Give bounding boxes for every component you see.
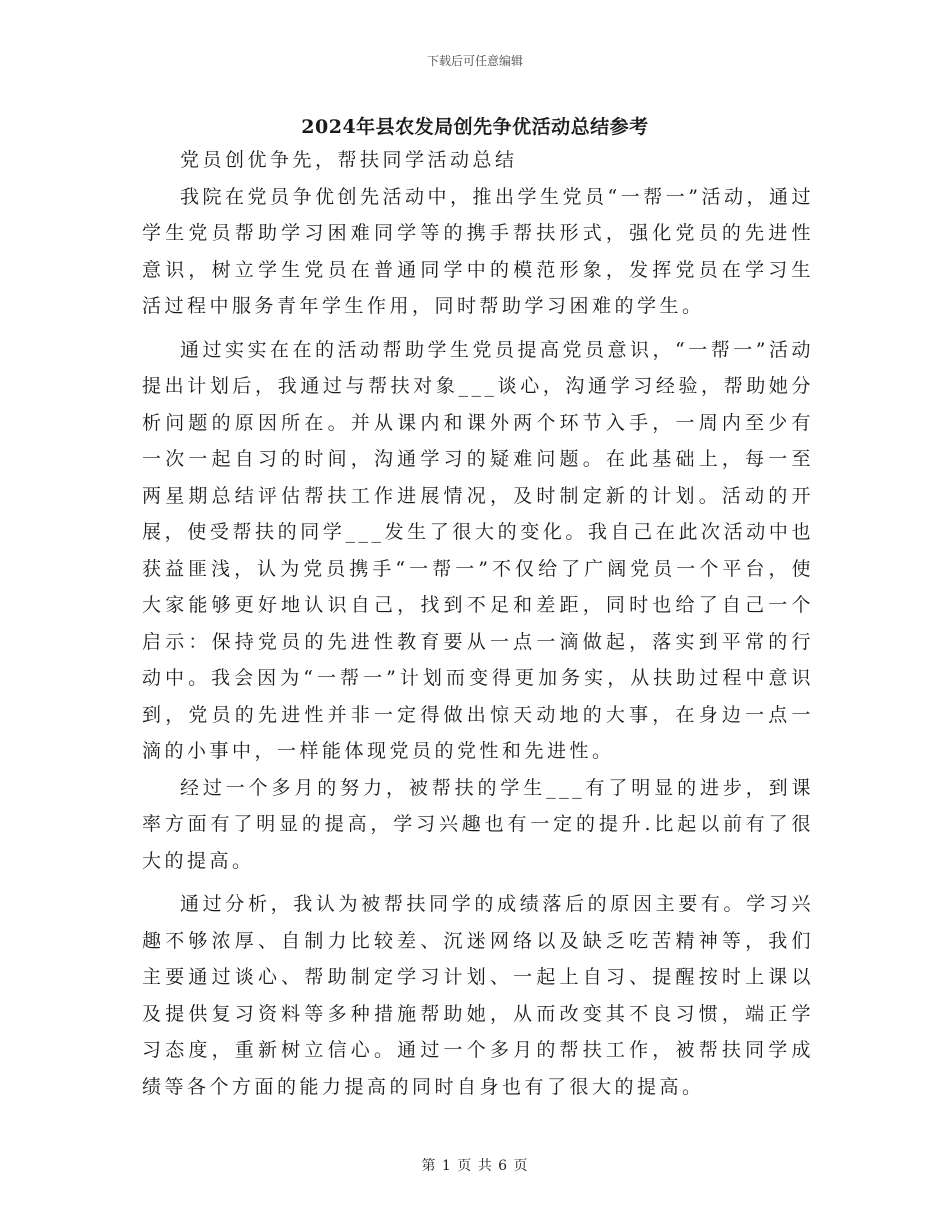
document-body [142, 142, 814, 1105]
body-paragraph: 我院在党员争优创先活动中，推出学生党员“一帮一”活动，通过学生党员帮助学习困难同学等的携手帮扶形式，强化党员的先进性意识，树立学生党员在普通同学中的模范形象，发挥党员在学习生活过程中服务青年学生作用，同时帮助学习困难的学生。 [142, 185, 814, 317]
document-title: 2024年县农发局创先争优活动总结参考 [301, 116, 649, 138]
body-paragraph: 通过分析，我认为被帮扶同学的成绩落后的原因主要有。学习兴趣不够浓厚、自制力比较差、沉迷网络以及缺乏吃苦精神等，我们主要通过谈心、帮助制定学习计划、一起上自习、提醒按时上课以及提供复习资料等多种措施帮助她，从而改变其不良习惯，端正学习态度，重新树立信心。通过一个多月的帮扶工作，被帮扶同学成绩等各个方面的能力提高的同时自身也有了很大的提高。 [142, 893, 814, 1098]
body-paragraph: 通过实实在在的活动帮助学生党员提高党员意识，“一帮一”活动提出计划后，我通过与帮扶对象___谈心，沟通学习经验，帮助她分析问题的原因所在。并从课内和课外两个环节入手，一周内至少有一次一起自习的时间，沟通学习的疑难问题。在此基础上，每一至两星期总结评估帮扶工作进展情况，及时制定新的计划。活动的开展，使受帮扶的同学___发生了很大的变化。我自己在此次活动中也获益匪浅，认为党员携手“一帮一”不仅给了广阔党员一个平台，使大家能够更好地认识自己，找到不足和差距，同时也给了自己一个启示：保持党员的先进性教育要从一点一滴做起，落实到平常的行动中。我会因为“一帮一”计划而变得更加务实，从扶助过程中意识到，党员的先进性并非一定得做出惊天动地的大事，在身边一点一滴的小事中，一样能体现党员的党性和先进性。 [142, 338, 814, 762]
body-paragraph: 经过一个多月的努力，被帮扶的学生___有了明显的进步，到课率方面有了明显的提高，学习兴趣也有一定的提升.比起以前有了很大的提高。 [142, 776, 814, 872]
subtitle-paragraph: 党员创优争先，帮扶同学活动总结 [180, 149, 518, 171]
page-header: 下载后可任意编辑 [426, 54, 523, 68]
page-number-footer: 第 1 页 共 6 页 [421, 1158, 529, 1174]
